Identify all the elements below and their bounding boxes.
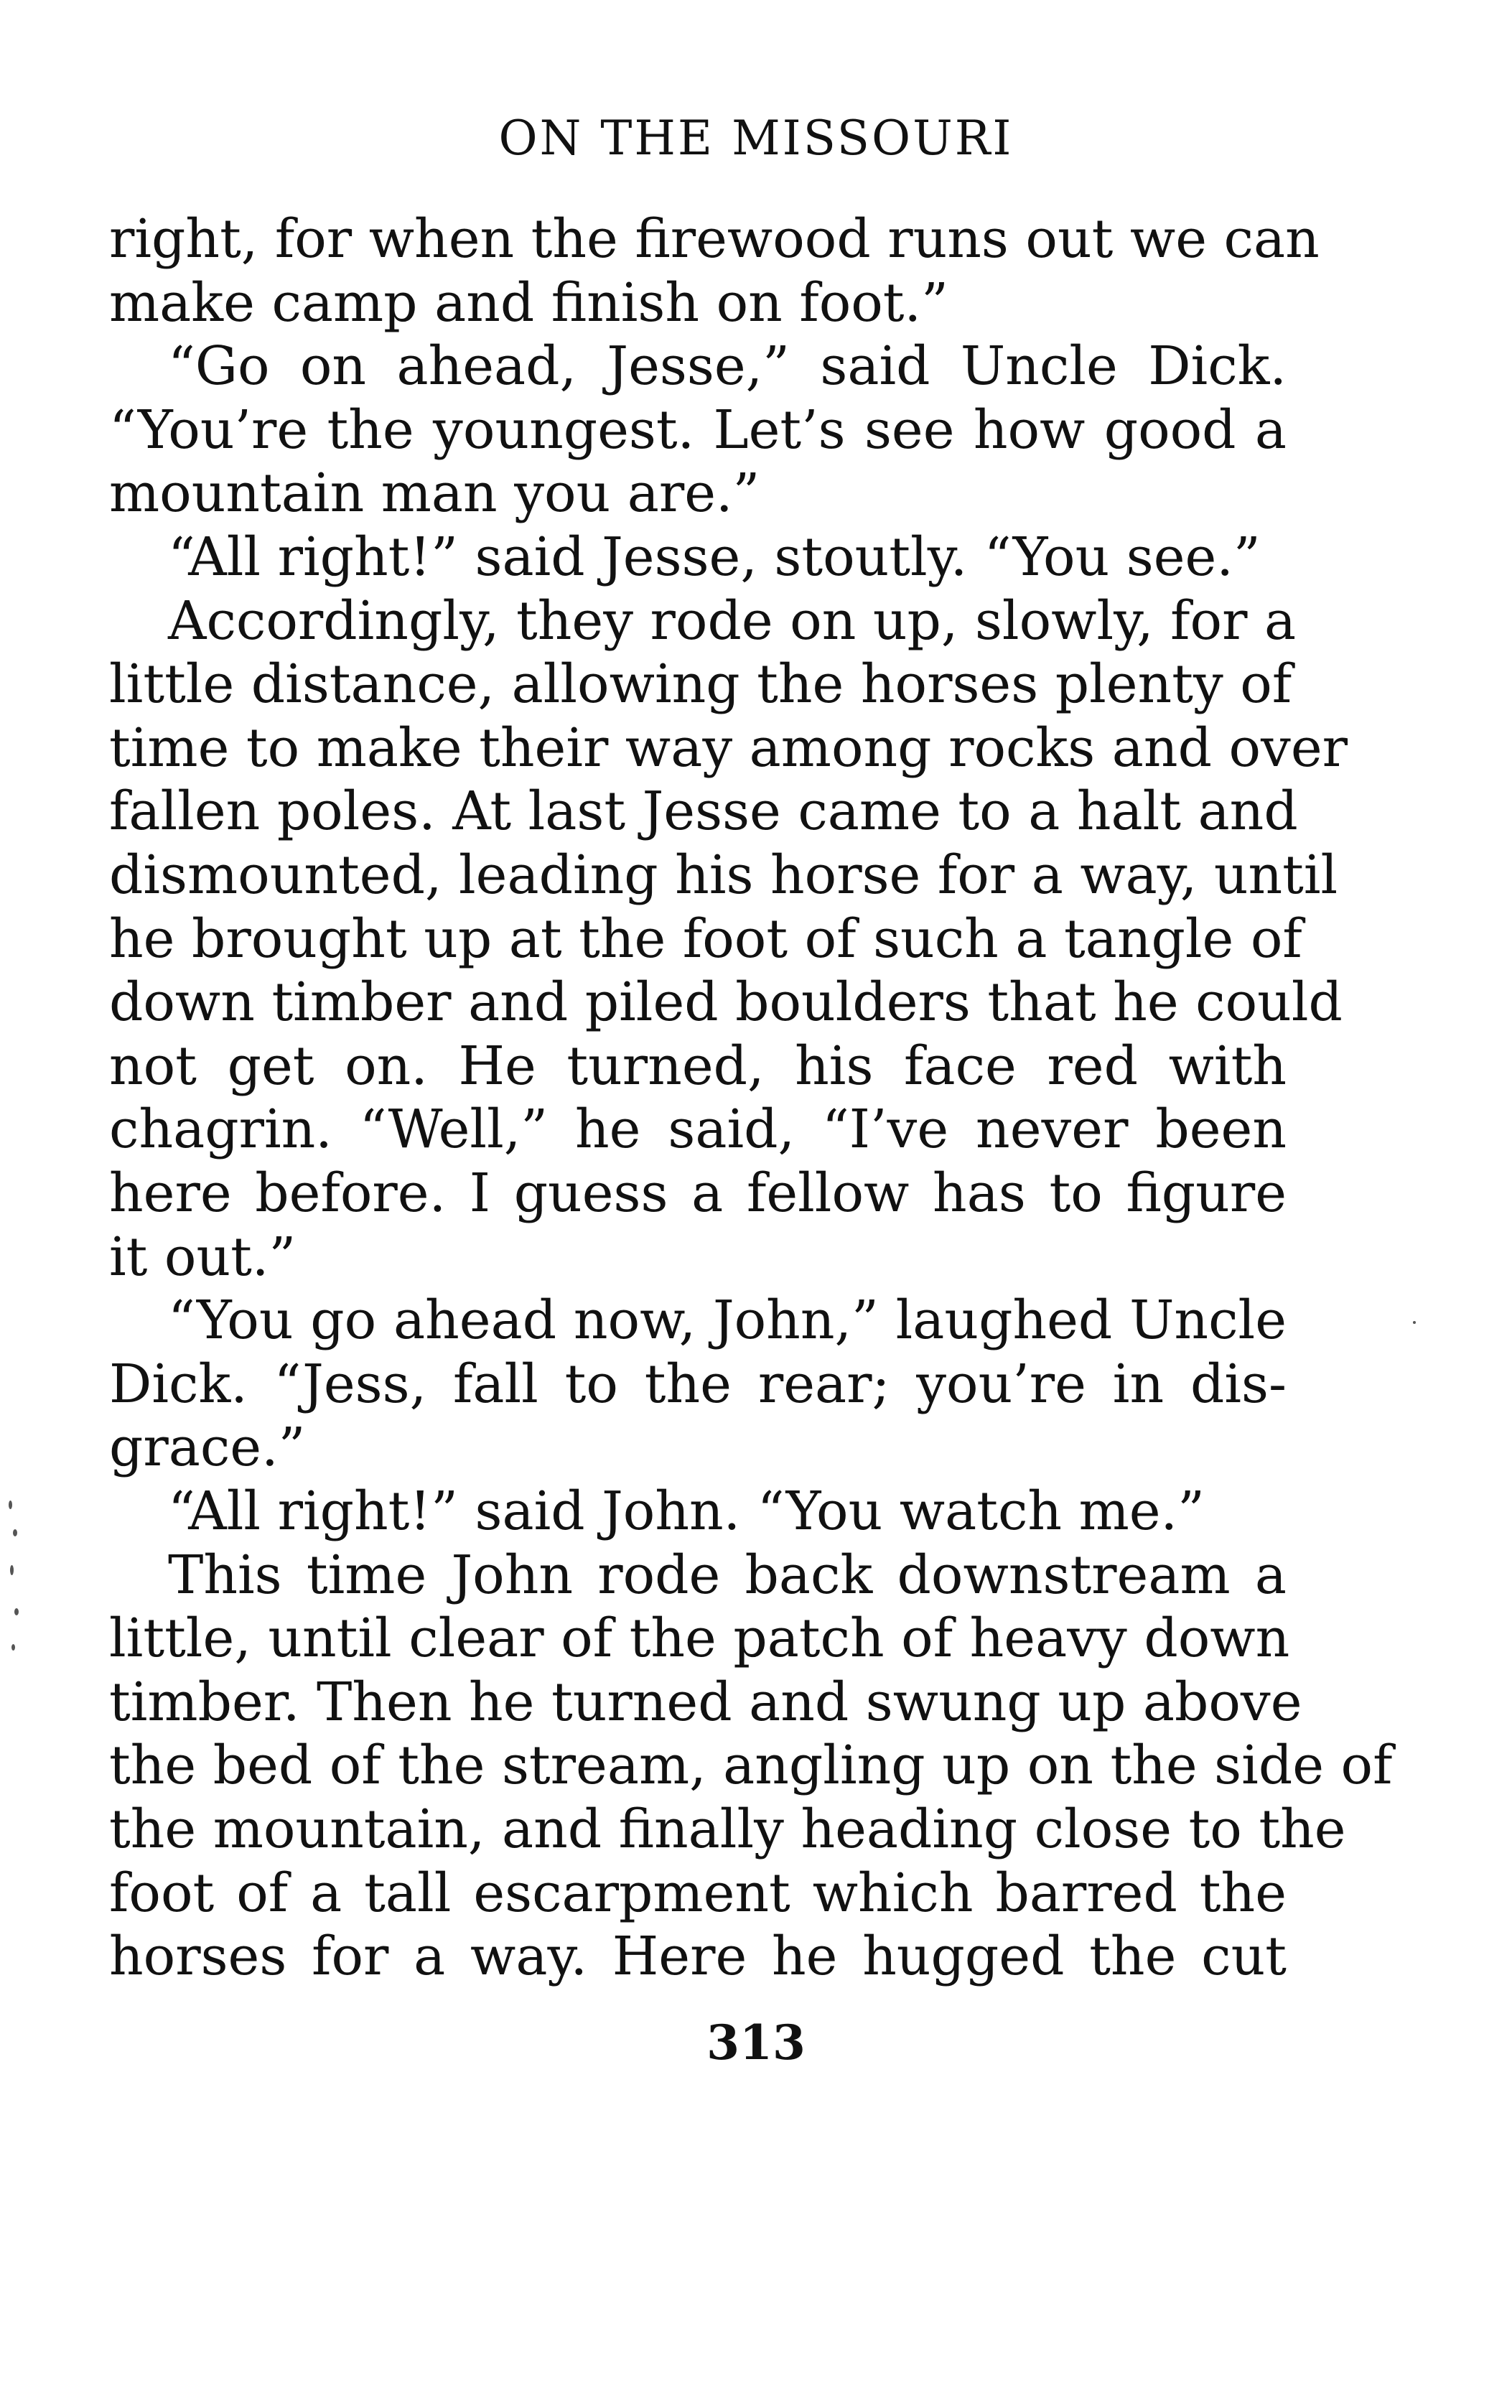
text-line: not get on. He turned, his face red with bbox=[109, 1035, 1287, 1097]
text-line: he brought up at the foot of such a tangle of bbox=[109, 907, 1302, 970]
text-line: Dick. “Jess, fall to the rear; you’re in dis- bbox=[109, 1353, 1287, 1415]
running-head: ON THE MISSOURI bbox=[498, 111, 1014, 166]
text-line: “Go on ahead, Jesse,” said Uncle Dick. bbox=[168, 335, 1287, 398]
text-line: right, for when the firewood runs out we can bbox=[109, 208, 1320, 270]
text-line: mountain man you are.” bbox=[109, 462, 760, 525]
text-line: the mountain, and finally heading close to the bbox=[109, 1798, 1346, 1860]
print-speck bbox=[11, 1644, 15, 1651]
text-line: “You go ahead now, John,” laughed Uncle bbox=[168, 1289, 1287, 1352]
text-line: fallen poles. At last Jesse came to a halt and bbox=[109, 780, 1298, 843]
text-line: “All right!” said John. “You watch me.” bbox=[168, 1480, 1205, 1542]
text-line: little distance, allowing the horses plenty of bbox=[109, 653, 1292, 716]
text-line: grace.” bbox=[109, 1417, 306, 1479]
text-line: This time John rode back downstream a bbox=[168, 1544, 1287, 1606]
text-line: timber. Then he turned and swung up above bbox=[109, 1671, 1302, 1733]
text-line: horses for a way. Here he hugged the cut bbox=[109, 1926, 1287, 1988]
print-speck bbox=[10, 1565, 14, 1575]
text-line: little, until clear of the patch of heavy down bbox=[109, 1607, 1290, 1670]
text-line: time to make their way among rocks and over bbox=[109, 717, 1348, 779]
text-line: “All right!” said Jesse, stoutly. “You see.” bbox=[168, 526, 1261, 588]
text-line: Accordingly, they rode on up, slowly, for a bbox=[168, 589, 1297, 652]
page-number: 313 bbox=[706, 2015, 806, 2071]
text-line: “You’re the youngest. Let’s see how good a bbox=[109, 398, 1287, 461]
text-line: the bed of the stream, angling up on the side of bbox=[109, 1735, 1393, 1797]
print-speck bbox=[14, 1608, 19, 1615]
print-speck bbox=[13, 1529, 17, 1536]
print-speck bbox=[1413, 1321, 1416, 1324]
text-line: it out.” bbox=[109, 1226, 297, 1288]
text-line: down timber and piled boulders that he could bbox=[109, 971, 1343, 1034]
text-line: make camp and finish on foot.” bbox=[109, 271, 948, 334]
text-line: chagrin. “Well,” he said, “I’ve never been bbox=[109, 1098, 1287, 1161]
text-line: here before. I guess a fellow has to figure bbox=[109, 1162, 1287, 1224]
text-line: dismounted, leading his horse for a way, until bbox=[109, 844, 1338, 906]
print-speck bbox=[9, 1501, 12, 1509]
text-line: foot of a tall escarpment which barred the bbox=[109, 1862, 1287, 1924]
